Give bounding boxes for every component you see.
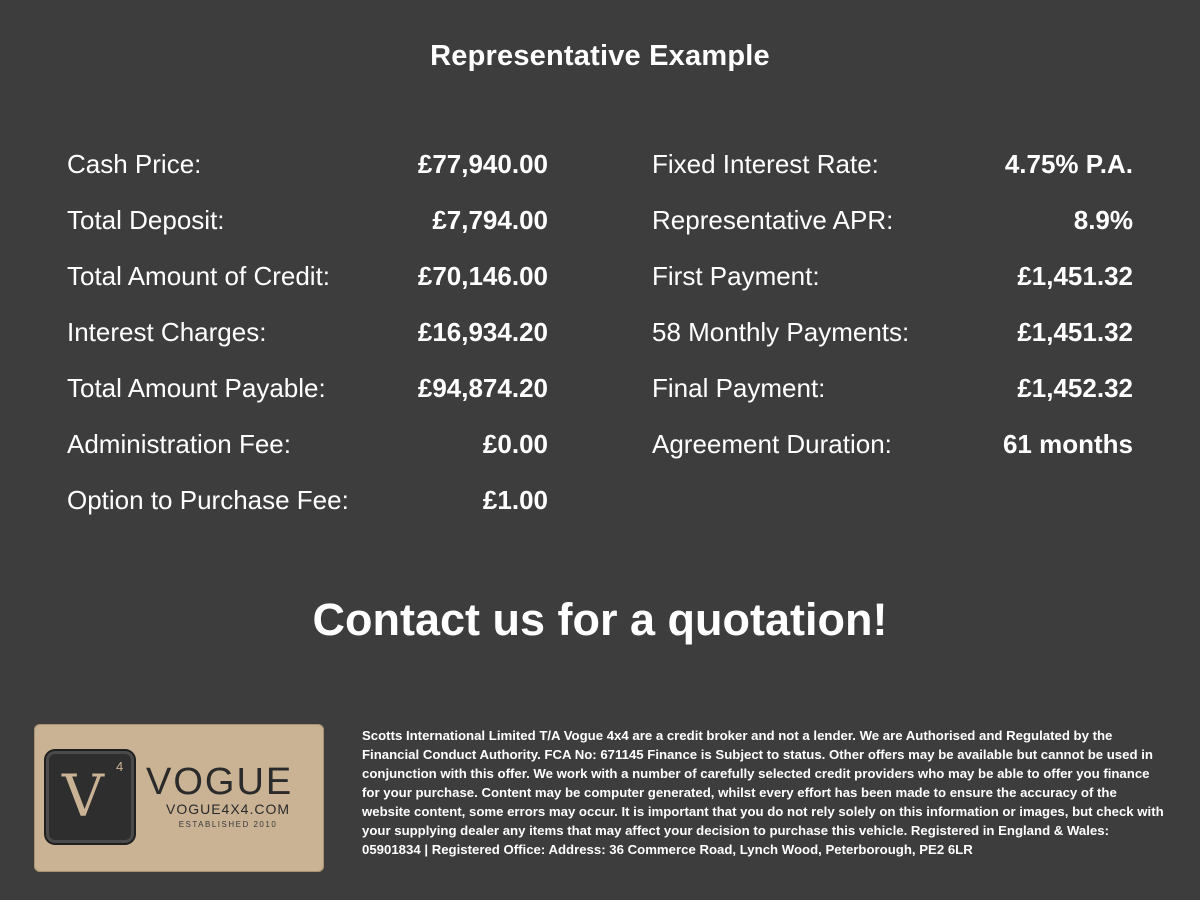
finance-row: [67, 304, 548, 360]
finance-row: [67, 136, 548, 192]
finance-row: [652, 304, 1133, 360]
finance-row: [652, 360, 1133, 416]
finance-value: £0.00: [482, 428, 548, 459]
finance-row: [652, 192, 1133, 248]
logo-url: VOGUE4X4.COM: [165, 801, 291, 817]
finance-value: 4.75% P.A.: [1004, 148, 1133, 179]
finance-label: Agreement Duration:: [652, 428, 892, 459]
page-title: Representative Example: [430, 40, 770, 72]
logo-badge: [46, 751, 134, 843]
finance-label: Representative APR:: [652, 204, 894, 235]
finance-row: [67, 472, 548, 528]
logo-mark: V: [62, 762, 104, 830]
finance-label: 58 Monthly Payments:: [652, 316, 910, 347]
finance-row: [67, 192, 548, 248]
finance-label: Fixed Interest Rate:: [652, 148, 879, 179]
finance-label: Final Payment:: [652, 372, 826, 403]
finance-value: £1.00: [482, 484, 548, 515]
finance-label: Cash Price:: [67, 148, 202, 179]
legal-disclaimer: Scotts International Limited T/A Vogue 4x4 are a credit broker and not a lender. We are Authorised and Regulated by the Financial Conduct Authority. FCA No: 671145 Finance is Subject to status. Other offers may be available but cannot be used in conjunction with this offer. We work with a number of carefully selected credit providers who may be able to offer you finance for your purchase. Content may be computer generated, whilst every effort has been made to ensure the accuracy of the website content, some errors may occur. It is important that you do not rely solely on this information or images, but check with your supplying dealer any items that may affect your decision to purchase this vehicle. Registered in England & Wales: 05901834 | Registered Office: Address: 36 Commerce Road, Lynch Wood, Peterborough, PE2 6LR: [362, 728, 1164, 857]
finance-label: Total Deposit:: [67, 204, 225, 235]
logo-superscript: 4: [116, 759, 124, 774]
finance-details-right: [652, 136, 1133, 472]
logo-established: ESTABLISHED 2010: [178, 820, 278, 829]
finance-label: Total Amount of Credit:: [67, 260, 331, 291]
finance-label: Total Amount Payable:: [67, 372, 326, 403]
finance-value: £7,794.00: [432, 204, 548, 235]
finance-row: [652, 248, 1133, 304]
finance-row: [652, 416, 1133, 472]
finance-value: £1,451.32: [1017, 316, 1133, 347]
finance-row: [652, 136, 1133, 192]
finance-value: £16,934.20: [417, 316, 548, 347]
finance-value: £1,451.32: [1017, 260, 1133, 291]
finance-label: Option to Purchase Fee:: [67, 484, 349, 515]
finance-label: Interest Charges:: [67, 316, 267, 347]
finance-value: 8.9%: [1073, 204, 1133, 235]
finance-value: £1,452.32: [1017, 372, 1133, 403]
finance-row: [67, 416, 548, 472]
finance-value: 61 months: [1002, 428, 1133, 459]
finance-row: [67, 360, 548, 416]
finance-label: Administration Fee:: [67, 428, 291, 459]
finance-details-left: [67, 136, 548, 528]
finance-row: [67, 248, 548, 304]
call-to-action: Contact us for a quotation!: [312, 594, 888, 645]
finance-label: First Payment:: [652, 260, 820, 291]
logo-wordmark: VOGUE: [146, 761, 294, 803]
finance-value: £94,874.20: [417, 372, 548, 403]
vogue-logo: [34, 724, 324, 872]
finance-value: £70,146.00: [417, 260, 548, 291]
finance-value: £77,940.00: [417, 148, 548, 179]
